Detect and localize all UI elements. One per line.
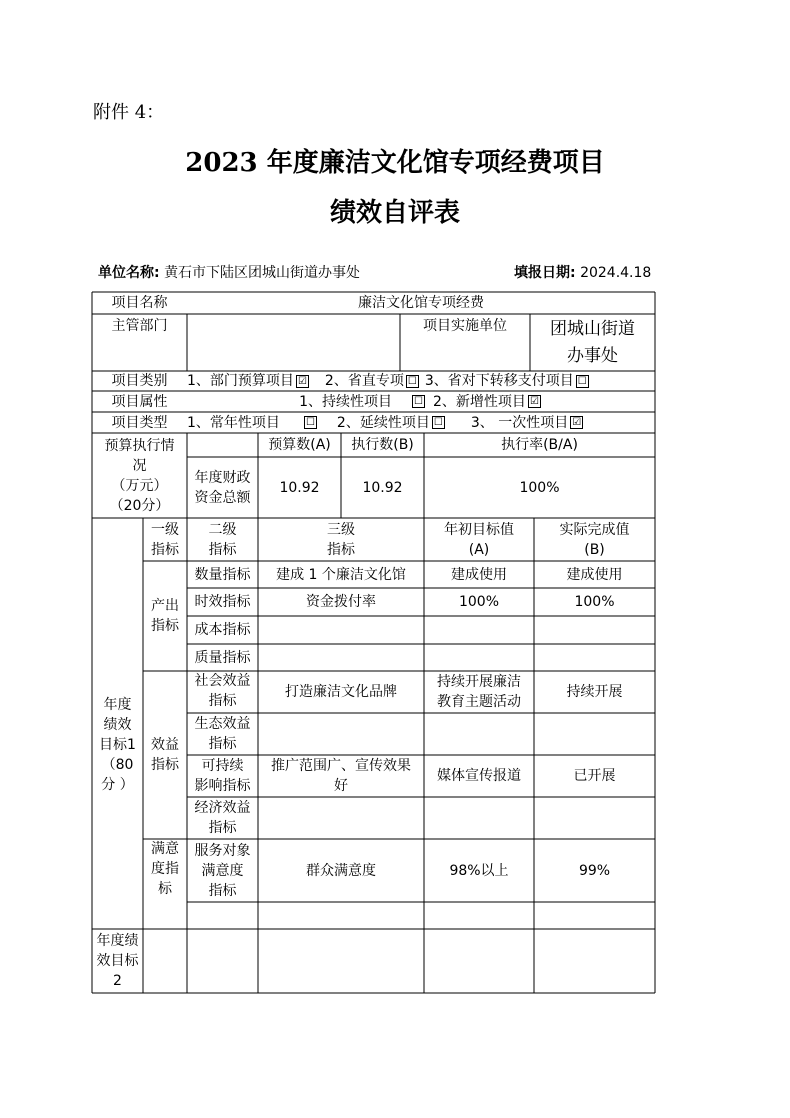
type-opt3-checkbox[interactable]: ☑ bbox=[570, 416, 583, 429]
budget-head-a: 预算数(A) bbox=[268, 437, 331, 453]
satisfaction-indicator-label: 满意 度指 标 bbox=[151, 841, 179, 897]
budget-label: 预算执行情 况 （万元） （20分） bbox=[104, 437, 175, 514]
category-opt1-checkbox[interactable]: ☑ bbox=[296, 375, 309, 388]
table-row-level2: 服务对象 满意度 指标 bbox=[194, 842, 251, 899]
attribute-label: 项目属性 bbox=[111, 393, 168, 410]
category-opt2: 2、省直专项 bbox=[324, 373, 404, 389]
budget-b-value: 10.92 bbox=[362, 479, 403, 496]
document-subtitle: 绩效自评表 bbox=[329, 198, 460, 228]
table-row-actual: 建成使用 bbox=[566, 566, 623, 583]
col-level3: 三级 指标 bbox=[327, 521, 355, 558]
table-row-level3: 打造廉洁文化品牌 bbox=[285, 684, 397, 700]
date-value: 2024.4.18 bbox=[580, 265, 652, 281]
attribute-opt2-checkbox[interactable]: ☑ bbox=[528, 395, 541, 408]
category-options bbox=[187, 371, 655, 391]
budget-a-value: 10.92 bbox=[279, 479, 320, 496]
project-name-label: 项目名称 bbox=[111, 295, 168, 311]
category-label: 项目类别 bbox=[111, 373, 168, 389]
type-options bbox=[187, 412, 655, 433]
col-level1: 一级 指标 bbox=[151, 521, 179, 558]
dept-value bbox=[187, 314, 400, 371]
table-row-actual: 100% bbox=[574, 594, 615, 610]
table-row-level2: 经济效益 指标 bbox=[194, 800, 251, 836]
type-label: 项目类型 bbox=[111, 414, 168, 431]
category-opt3-checkbox[interactable]: ☐ bbox=[576, 375, 589, 388]
attachment-label: 附件 4： bbox=[93, 102, 165, 123]
category-opt2-checkbox[interactable]: ☐ bbox=[406, 375, 419, 388]
type-opt2: 2、延续性项目 bbox=[336, 414, 430, 431]
benefit-indicator-label: 效益 指标 bbox=[151, 737, 179, 773]
document-title: 2023 年度廉洁文化馆专项经费项目 bbox=[185, 148, 605, 178]
table-row-level2: 可持续 影响指标 bbox=[194, 758, 251, 794]
project-name-value: 廉洁文化馆专项经费 bbox=[358, 295, 484, 311]
table-row-target: 100% bbox=[458, 594, 500, 610]
goal1-label: 年度 绩效 目标1 （80 分 ） bbox=[99, 697, 136, 793]
table-row-level3: 推广范围广、宣传效果 好 bbox=[271, 758, 411, 794]
col-target: 年初目标值 (A) bbox=[444, 521, 514, 558]
table-row-level3: 群众满意度 bbox=[306, 862, 376, 879]
unit-label: 单位名称: bbox=[98, 265, 160, 281]
category-opt1: 1、部门预算项目 bbox=[187, 373, 294, 389]
impl-unit-label: 项目实施单位 bbox=[423, 318, 507, 334]
type-opt1: 1、常年性项目 bbox=[187, 414, 280, 431]
attribute-opt2: 2、新增性项目 bbox=[433, 393, 526, 410]
attribute-options bbox=[187, 391, 655, 412]
table-row-target: 持续开展廉洁 教育主题活动 bbox=[437, 674, 521, 710]
table-row-actual: 已开展 bbox=[573, 768, 616, 784]
col-actual: 实际完成值 (B) bbox=[559, 521, 630, 558]
category-opt3: 3、省对下转移支付项目 bbox=[424, 373, 574, 389]
table-row-target: 建成使用 bbox=[451, 566, 507, 583]
type-opt1-checkbox[interactable]: ☐ bbox=[304, 416, 317, 429]
goal2-label: 年度绩 效目标 2 bbox=[96, 933, 139, 989]
table-row-level2: 时效指标 bbox=[194, 594, 251, 610]
table-row-actual: 持续开展 bbox=[566, 684, 623, 700]
table-row-level2: 质量指标 bbox=[194, 649, 251, 666]
attribute-opt1-checkbox[interactable]: ☐ bbox=[412, 395, 425, 408]
attribute-opt1: 1、持续性项目 bbox=[299, 393, 392, 410]
table-row-actual: 99% bbox=[578, 862, 611, 879]
budget-head-b: 执行数(B) bbox=[351, 437, 414, 453]
col-level2: 二级 指标 bbox=[208, 521, 237, 558]
output-indicator-label: 产出 指标 bbox=[151, 598, 179, 634]
table-row-level3: 建成 1 个廉洁文化馆 bbox=[276, 566, 406, 583]
budget-rate-value: 100% bbox=[519, 479, 560, 496]
table-row-level2: 成本指标 bbox=[194, 622, 251, 638]
type-opt2-checkbox[interactable]: ☐ bbox=[432, 416, 445, 429]
type-opt3: 3、 一次性项目 bbox=[470, 414, 569, 431]
dept-label: 主管部门 bbox=[111, 318, 168, 334]
table-row-target: 媒体宣传报道 bbox=[437, 768, 521, 784]
unit-value: 黄石市下陆区团城山街道办事处 bbox=[164, 265, 361, 281]
impl-unit-value: 团城山街道 办事处 bbox=[550, 318, 635, 366]
budget-head-rate: 执行率(B/A) bbox=[501, 437, 578, 453]
table-row-level2: 数量指标 bbox=[194, 566, 251, 583]
table-row-level3: 资金拨付率 bbox=[306, 594, 376, 610]
table-row-level2: 生态效益 指标 bbox=[194, 716, 251, 752]
table-row-target: 98%以上 bbox=[449, 862, 509, 879]
budget-row-label: 年度财政 资金总额 bbox=[194, 469, 251, 506]
table-row-level2: 社会效益 指标 bbox=[194, 673, 251, 709]
date-label: 填报日期: bbox=[514, 265, 576, 281]
